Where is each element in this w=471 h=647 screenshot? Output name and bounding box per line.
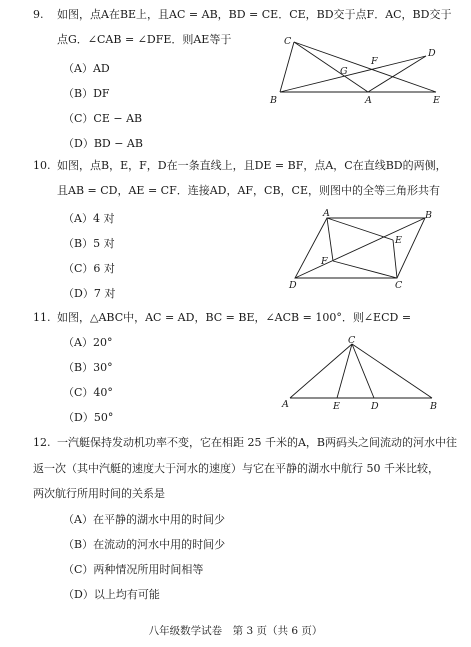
- q10-segment-bd: [295, 218, 425, 278]
- q12-stem-line2: 返一次（其中汽艇的速度大于河水的速度）与它在平静的湖水中航行 50 千米比较，: [33, 462, 439, 475]
- q10-option-c: （C）6 对: [63, 262, 115, 275]
- q9-label-d: D: [428, 48, 436, 59]
- q10-number: 10.: [33, 159, 51, 172]
- q10-segment-cf: [333, 261, 397, 278]
- q11-option-d: （D）50°: [63, 411, 114, 424]
- q9-option-c: （C）CE − AB: [63, 112, 143, 125]
- q11-option-a: （A）20°: [63, 336, 113, 349]
- q10-label-b: B: [425, 210, 432, 221]
- q12-stem-line1: 一汽艇保持发动机功率不变，它在相距 25 千米的A，B两码头之间流动的河水中往: [57, 436, 458, 449]
- q11-label-e: E: [333, 401, 340, 412]
- q10-option-d: （D）7 对: [63, 287, 116, 300]
- q12-option-c: （C）两种情况所用时间相等: [63, 563, 204, 576]
- q10-label-d: D: [289, 280, 297, 291]
- q11-segment-cd: [352, 344, 374, 398]
- page-footer: 八年级数学试卷 第 3 页（共 6 页）: [148, 625, 323, 637]
- q9-figure: [270, 36, 450, 108]
- q11-label-b: B: [430, 401, 437, 412]
- q9-label-g: G: [340, 66, 348, 77]
- q12-option-a: （A）在平静的湖水中用的时间少: [63, 513, 225, 526]
- q11-segment-ce: [337, 344, 352, 398]
- q10-label-f: F: [321, 256, 328, 267]
- q9-segment-ca: [294, 42, 368, 92]
- q9-option-a: （A）AD: [63, 62, 110, 75]
- q11-option-c: （C）40°: [63, 386, 113, 399]
- q10-stem-line2: 且AB = CD，AE = CF．连接AD，AF，CB，CE，则图中的全等三角形共有: [57, 184, 440, 197]
- q9-label-e: E: [433, 95, 440, 106]
- q12-option-d: （D）以上均有可能: [63, 588, 160, 601]
- q10-segment-ae: [327, 218, 393, 240]
- q9-option-d: （D）BD − AB: [63, 137, 143, 150]
- q10-stem-line1: 如图，点B，E，F，D在一条直线上，且DE = BF，点A，C在直线BD的两侧，: [57, 159, 447, 172]
- q11-figure: [280, 336, 440, 416]
- q9-segment-bd: [280, 56, 426, 92]
- q9-segment-bc: [280, 42, 294, 92]
- q12-number: 12.: [33, 436, 51, 449]
- q11-segment-cb: [352, 344, 432, 398]
- q9-label-f: F: [371, 56, 378, 67]
- q11-label-a: A: [282, 399, 289, 410]
- q12-stem-line3: 两次航行所用时间的关系是: [33, 487, 165, 500]
- q11-stem-line1: 如图，△ABC中，AC = AD，BC = BE，∠ACB = 100°．则∠ECD =: [57, 311, 412, 324]
- q9-option-b: （B）DF: [63, 87, 110, 100]
- q10-option-a: （A）4 对: [63, 212, 115, 225]
- q10-label-e: E: [395, 235, 402, 246]
- q11-label-d: D: [371, 401, 379, 412]
- q10-label-a: A: [323, 208, 330, 219]
- q9-stem-line1: 如图，点A在BE上，且AC = AB，BD = CE．CE，BD交于点F．AC，BD交于: [57, 8, 452, 21]
- q12-option-b: （B）在流动的河水中用的时间少: [63, 538, 226, 551]
- q10-label-c: C: [395, 280, 403, 291]
- q11-segment-ca: [290, 344, 352, 398]
- q10-segment-af: [327, 218, 333, 261]
- q11-label-c: C: [348, 335, 356, 346]
- q9-segment-ce: [294, 42, 436, 92]
- q9-label-a: A: [365, 95, 372, 106]
- q9-number: 9.: [33, 8, 44, 21]
- q9-stem-line2: 点G．∠CAB = ∠DFE．则AE等于: [57, 33, 232, 46]
- q10-figure: [285, 206, 445, 296]
- q10-option-b: （B）5 对: [63, 237, 115, 250]
- q11-option-b: （B）30°: [63, 361, 113, 374]
- q9-label-c: C: [284, 36, 292, 47]
- q11-number: 11.: [33, 311, 51, 324]
- q9-label-b: B: [270, 95, 277, 106]
